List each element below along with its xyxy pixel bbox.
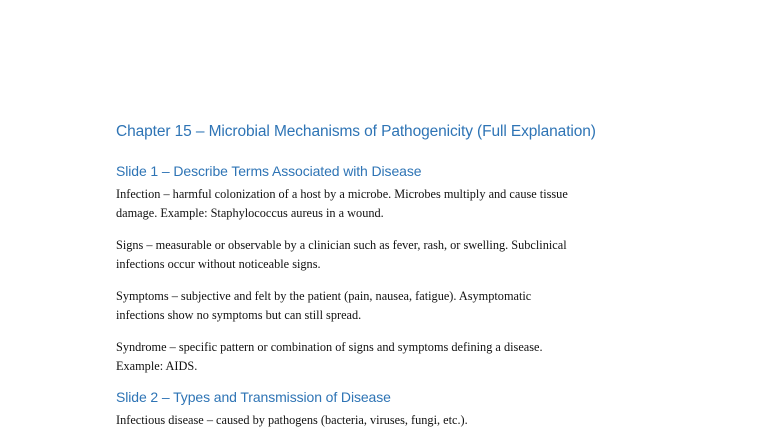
paragraph-infection <box>116 185 676 223</box>
paragraph-line: Signs – measurable or observable by a clinician such as fever, rash, or swelling. Subclinical <box>116 238 567 252</box>
paragraph-symptoms <box>116 287 676 325</box>
slide-2-heading: Slide 2 – Types and Transmission of Disease <box>116 389 391 405</box>
paragraph-line: Example: AIDS. <box>116 359 198 373</box>
paragraph-line: infections show no symptoms but can still spread. <box>116 308 362 322</box>
paragraph-line: Symptoms – subjective and felt by the patient (pain, nausea, fatigue). Asymptomatic <box>116 289 532 303</box>
paragraph-line: damage. Example: Staphylococcus aureus in a wound. <box>116 206 384 220</box>
document-title: Chapter 15 – Microbial Mechanisms of Pathogenicity (Full Explanation) <box>116 123 596 140</box>
paragraph-syndrome <box>116 338 676 376</box>
paragraph-line: infections occur without noticeable signs. <box>116 257 321 271</box>
paragraph-line: Infection – harmful colonization of a host by a microbe. Microbes multiply and cause tissue <box>116 187 568 201</box>
paragraph-line: Infectious disease – caused by pathogens (bacteria, viruses, fungi, etc.). <box>116 413 468 427</box>
paragraph-signs <box>116 236 676 274</box>
paragraph-infectious-disease <box>116 411 676 430</box>
paragraph-line: Syndrome – specific pattern or combination of signs and symptoms defining a disease. <box>116 340 543 354</box>
slide-1-heading: Slide 1 – Describe Terms Associated with Disease <box>116 163 422 179</box>
